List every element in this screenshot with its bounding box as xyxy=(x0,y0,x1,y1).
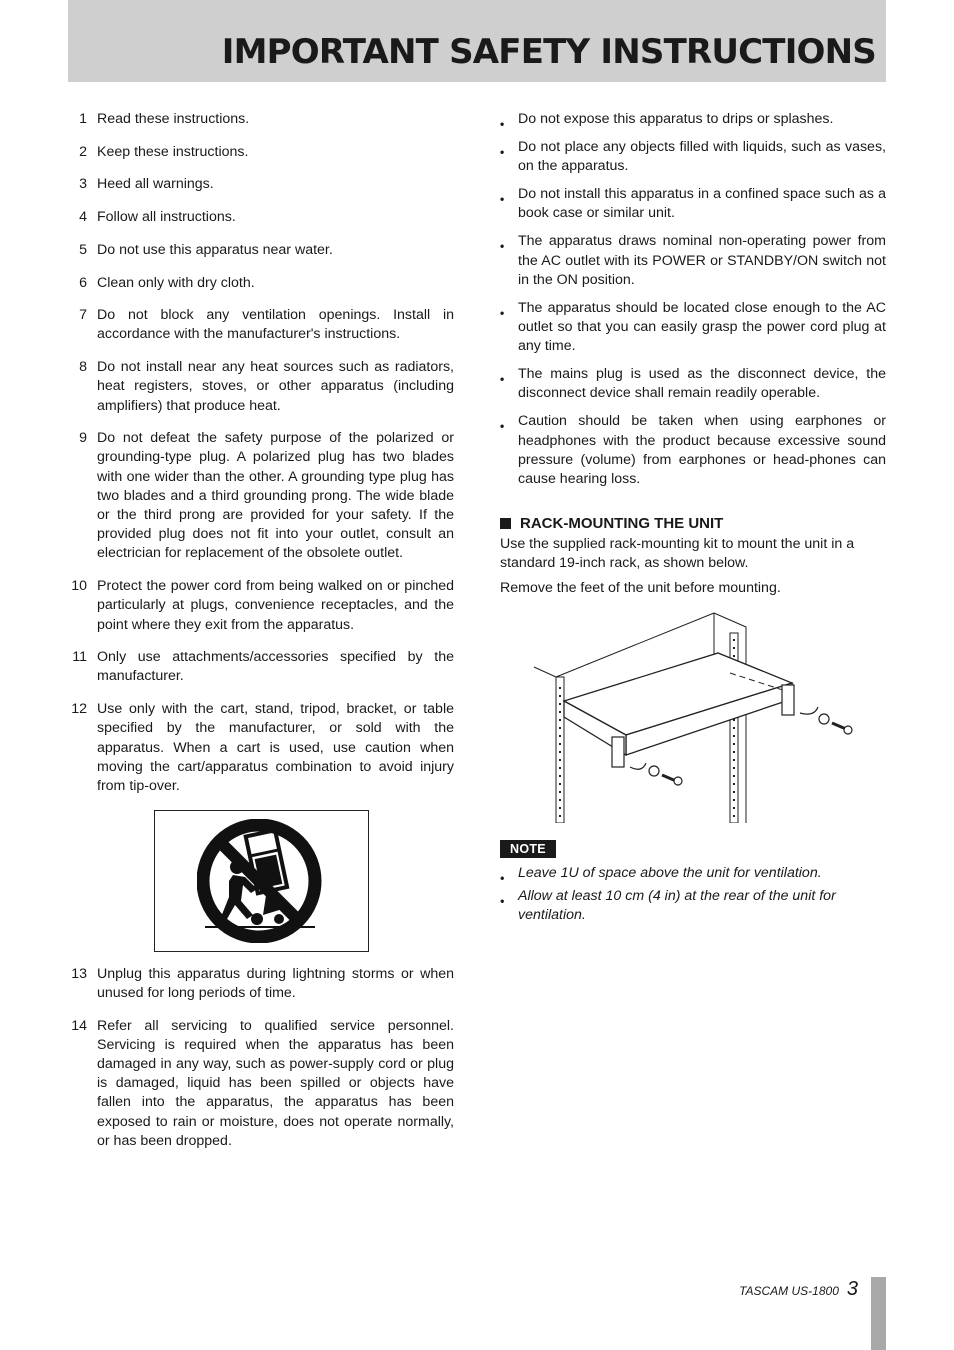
bullet-text: The apparatus draws nominal non-operating power from the AC outlet with its POWER or STANDBY/ON switch not in the ON position. xyxy=(518,233,886,288)
bullet-dot-icon: • xyxy=(500,145,505,159)
left-column xyxy=(68,110,454,1165)
rack-mount-feet-paragraph: Remove the feet of the unit before mounting. xyxy=(500,579,781,596)
heading-square-icon xyxy=(500,518,511,529)
instruction-text: Clean only with dry cloth. xyxy=(97,274,255,291)
instruction-number: 7 xyxy=(79,307,87,324)
instruction-text: Do not block any ventilation openings. Install in accordance with the manufacturer's instructions. xyxy=(97,307,454,343)
instruction-number: 2 xyxy=(79,143,87,160)
instruction-text: Unplug this apparatus during lightning storms or when unused for long periods of time. xyxy=(97,965,454,1001)
instruction-number: 6 xyxy=(79,274,87,291)
note-badge: NOTE xyxy=(500,840,556,858)
footer-tab-marker xyxy=(871,1277,886,1350)
instruction-number: 5 xyxy=(79,241,87,258)
instruction-text: Read these instructions. xyxy=(97,111,250,127)
instruction-item-2 xyxy=(68,143,454,162)
bullet-dot-icon: • xyxy=(500,894,505,909)
instruction-text: Do not install near any heat sources such as radiators, heat registers, stoves, or other apparatus (including amplifiers) that produce heat. xyxy=(97,359,454,414)
instruction-item-14 xyxy=(68,1017,454,1151)
bullet-text: Caution should be taken when using earphones or headphones with the product because excessive sound pressure (volume) from earphones or head-phones can cause hearing loss. xyxy=(518,413,886,488)
bullet-dot-icon: • xyxy=(500,305,505,320)
safety-bullet xyxy=(500,185,886,223)
bullet-text: Do not expose this apparatus to drips or splashes. xyxy=(518,111,834,127)
instruction-number: 8 xyxy=(79,359,87,376)
instruction-text: Do not use this apparatus near water. xyxy=(97,241,333,258)
instruction-item-11 xyxy=(68,648,454,686)
instruction-number: 10 xyxy=(71,578,87,595)
instruction-number: 12 xyxy=(71,701,87,718)
bullet-dot-icon: • xyxy=(500,192,505,207)
note-text: Leave 1U of space above the unit for ventilation. xyxy=(518,864,822,881)
instruction-number: 4 xyxy=(79,209,87,226)
bullet-text: Do not place any objects filled with liquids, such as vases, on the apparatus. xyxy=(518,139,886,175)
numbered-instructions xyxy=(68,110,454,796)
safety-bullet xyxy=(500,412,886,489)
safety-bullet xyxy=(500,299,886,357)
instruction-item-1 xyxy=(68,110,454,129)
safety-bullet xyxy=(500,365,886,403)
bullet-dot-icon: • xyxy=(500,419,505,434)
right-column xyxy=(500,110,886,929)
instruction-text: Follow all instructions. xyxy=(97,209,236,226)
instruction-item-8 xyxy=(68,358,454,416)
bullet-text: The mains plug is used as the disconnect device, the disconnect device shall remain readily operable. xyxy=(518,366,886,402)
bullet-text: The apparatus should be located close enough to the AC outlet so that you can easily grasp the power cord plug at any time. xyxy=(518,299,886,355)
instruction-number: 14 xyxy=(71,1017,87,1034)
rack-mount-illustration xyxy=(530,609,860,823)
instruction-item-5 xyxy=(68,241,454,260)
instruction-text: Protect the power cord from being walked on or pinched particularly at plugs, convenience receptacles, and the point where they exit from the apparatus. xyxy=(97,578,454,633)
instruction-item-7 xyxy=(68,306,454,344)
instruction-text: Do not defeat the safety purpose of the polarized or grounding-type plug. A polarized plug has two blades with one wider than the other. A grounding type plug has two blades and a third grounding prong. The wide blade or the third prong are provided for your safety. If the provided plug does not fit into your outlet, consult an electrician for replacement of the obsolete outlet. xyxy=(97,430,454,562)
instruction-item-4 xyxy=(68,208,454,227)
bullet-dot-icon: • xyxy=(500,117,505,131)
instruction-text: Only use attachments/accessories specified by the manufacturer. xyxy=(97,649,454,685)
bullet-dot-icon: • xyxy=(500,372,505,387)
safety-bullet xyxy=(500,138,886,176)
instruction-number: 3 xyxy=(79,176,87,193)
bullet-dot-icon: • xyxy=(500,870,505,885)
instruction-item-6 xyxy=(68,274,454,293)
instruction-item-10 xyxy=(68,577,454,635)
bullet-text: Do not install this apparatus in a confined space such as a book case or similar unit. xyxy=(518,186,886,222)
instruction-number: 9 xyxy=(79,430,87,447)
note-item xyxy=(500,887,886,925)
page-number: 3 xyxy=(846,1278,858,1300)
rack-mount-heading-text: RACK-MOUNTING THE UNIT xyxy=(520,515,724,533)
cart-warning-box xyxy=(154,810,369,952)
safety-bullet xyxy=(500,232,886,290)
cart-tip-over-warning-icon xyxy=(197,819,327,943)
note-item xyxy=(500,864,886,883)
safety-bullet xyxy=(500,110,886,129)
instruction-number: 13 xyxy=(71,965,87,982)
instruction-text: Keep these instructions. xyxy=(97,143,249,160)
instruction-text: Refer all servicing to qualified service personnel. Servicing is required when the apparatus has been damaged in any way, such as power-supply cord or plug is damaged, liquid has been spilled or objects have fallen into the apparatus, the apparatus has been exposed to rain or moisture, does not operate normally, or has been dropped. xyxy=(97,1017,454,1149)
footer-model-name: TASCAM US-1800 xyxy=(739,1284,839,1298)
note-list xyxy=(500,864,886,926)
instruction-item-9 xyxy=(68,429,454,563)
page-footer xyxy=(739,1278,858,1301)
bullet-dot-icon: • xyxy=(500,239,505,254)
instruction-text: Heed all warnings. xyxy=(97,176,214,193)
instruction-text: Use only with the cart, stand, tripod, bracket, or table specified by the manufacturer, or sold with the apparatus. When a cart is used, use caution when moving the cart/apparatus combination to avoid injury from tip-over. xyxy=(97,701,454,794)
instruction-item-12 xyxy=(68,700,454,796)
page-title: IMPORTANT SAFETY INSTRUCTIONS xyxy=(221,32,876,72)
rack-mount-paragraph: Use the supplied rack-mounting kit to mount the unit in a standard 19-inch rack, as shown below. xyxy=(500,536,855,572)
instruction-number: 11 xyxy=(72,649,87,666)
rack-mount-heading xyxy=(500,515,886,532)
instruction-item-3 xyxy=(68,175,454,194)
numbered-instructions-continued xyxy=(68,965,454,1151)
instruction-item-13 xyxy=(68,965,454,1003)
note-text: Allow at least 10 cm (4 in) at the rear of the unit for ventilation. xyxy=(518,888,836,924)
safety-bullets xyxy=(500,110,886,489)
header-bar xyxy=(68,0,886,82)
instruction-number: 1 xyxy=(79,111,87,127)
